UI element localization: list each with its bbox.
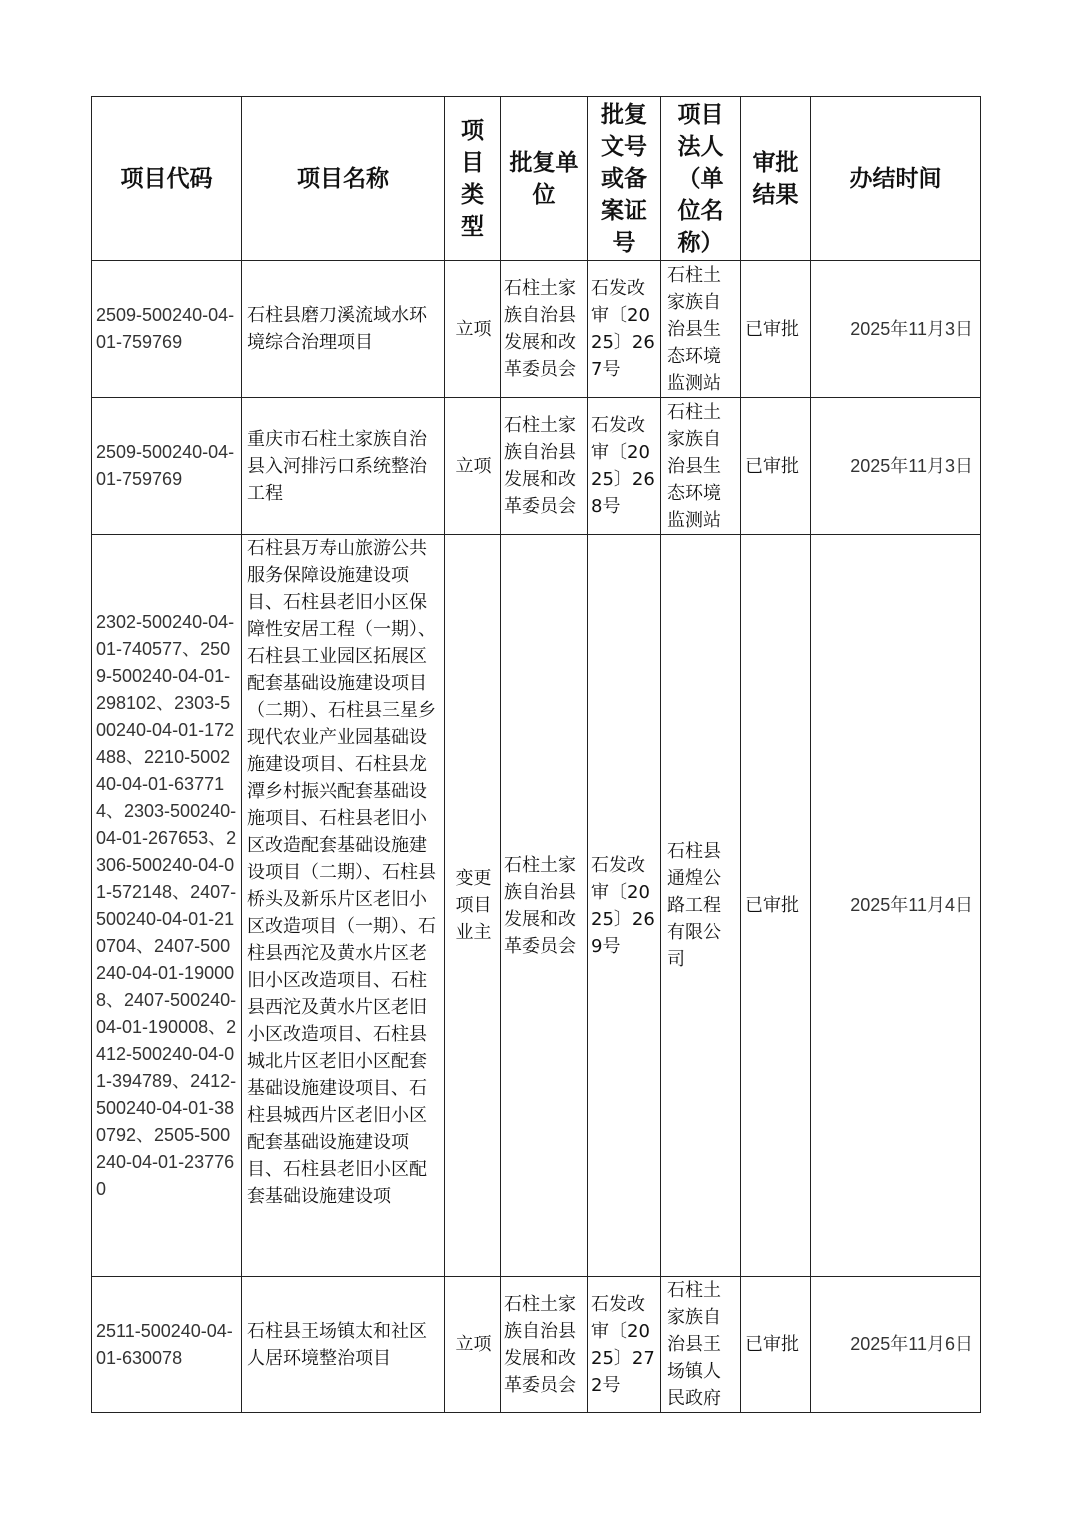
- cell-legal: 石柱土家族自治县生态环境监测站: [661, 261, 741, 398]
- cell-name: 重庆市石柱土家族自治县入河排污口系统整治工程: [242, 398, 445, 535]
- cell-doc: 石发改审〔2025〕269号: [588, 535, 661, 1277]
- cell-result: 已审批: [741, 261, 811, 398]
- cell-code: 2302-500240-04-01-740577、2509-500240-04-01-298102、2303-500240-04-01-172488、2210-500240-04-01-637714、2303-500240-04-01-267653、2306-500240-04-01-572148、2407-500240-04-01-210704、2407-500240-04-01-190008、2407-500240-04-01-190008、2412-500240-04-01-394789、2412-500240-04-01-380792、2505-500240-04-01-237760: [92, 535, 242, 1277]
- cell-type: 立项: [445, 398, 501, 535]
- table-header-row: [92, 97, 981, 261]
- cell-type: 立项: [445, 1277, 501, 1413]
- approval-table: [91, 96, 981, 1413]
- cell-date: 2025年11月3日: [811, 398, 981, 535]
- cell-unit: 石柱土家族自治县发展和改革委员会: [501, 535, 588, 1277]
- cell-date: 2025年11月4日: [811, 535, 981, 1277]
- cell-doc: 石发改审〔2025〕272号: [588, 1277, 661, 1413]
- cell-legal: 石柱土家族自治县王场镇人民政府: [661, 1277, 741, 1413]
- header-name: 项目名称: [242, 97, 445, 261]
- cell-type: 立项: [445, 261, 501, 398]
- cell-legal: 石柱县通煌公路工程有限公司: [661, 535, 741, 1277]
- cell-unit: 石柱土家族自治县发展和改革委员会: [501, 261, 588, 398]
- cell-code: 2509-500240-04-01-759769: [92, 398, 242, 535]
- cell-date: 2025年11月6日: [811, 1277, 981, 1413]
- cell-code: 2509-500240-04-01-759769: [92, 261, 242, 398]
- header-result: 审批结果: [741, 97, 811, 261]
- table-row: [92, 1277, 981, 1413]
- cell-doc: 石发改审〔2025〕267号: [588, 261, 661, 398]
- table-row: [92, 261, 981, 398]
- cell-result: 已审批: [741, 1277, 811, 1413]
- cell-unit: 石柱土家族自治县发展和改革委员会: [501, 398, 588, 535]
- header-code: 项目代码: [92, 97, 242, 261]
- cell-result: 已审批: [741, 398, 811, 535]
- header-unit: 批复单位: [501, 97, 588, 261]
- cell-date: 2025年11月3日: [811, 261, 981, 398]
- cell-doc: 石发改审〔2025〕268号: [588, 398, 661, 535]
- cell-legal: 石柱土家族自治县生态环境监测站: [661, 398, 741, 535]
- cell-type: 变更项目业主: [445, 535, 501, 1277]
- table-row: [92, 535, 981, 1277]
- header-date: 办结时间: [811, 97, 981, 261]
- cell-name-text: 石柱县万寿山旅游公共服务保障设施建设项目、石柱县老旧小区保障性安居工程（一期）、石柱县工业园区拓展区配套基础设施建设项目（二期）、石柱县三星乡现代农业产业园基础设施建设项目、石柱县龙潭乡村振兴配套基础设施项目、石柱县老旧小区改造配套基础设施建设项目（二期）、石柱县桥头及新乐片区老旧小区改造项目（一期）、石柱县西沱及黄水片区老旧小区改造项目、石柱县西沱及黄水片区老旧小区改造项目、石柱县城北片区老旧小区配套基础设施建设项目、石柱县城西片区老旧小区配套基础设施建设项目、石柱县老旧小区配套基础设施建设项: [247, 538, 436, 1207]
- header-doc: 批复文号或备案证号: [588, 97, 661, 261]
- cell-name: 石柱县王场镇太和社区人居环境整治项目: [242, 1277, 445, 1413]
- header-legal: 项目法人（单位名称）: [661, 97, 741, 261]
- cell-name: 石柱县磨刀溪流域水环境综合治理项目: [242, 261, 445, 398]
- cell-result: 已审批: [741, 535, 811, 1277]
- table-row: [92, 398, 981, 535]
- cell-unit: 石柱土家族自治县发展和改革委员会: [501, 1277, 588, 1413]
- cell-code: 2511-500240-04-01-630078: [92, 1277, 242, 1413]
- cell-name: [242, 535, 445, 1277]
- header-type: 项目类型: [445, 97, 501, 261]
